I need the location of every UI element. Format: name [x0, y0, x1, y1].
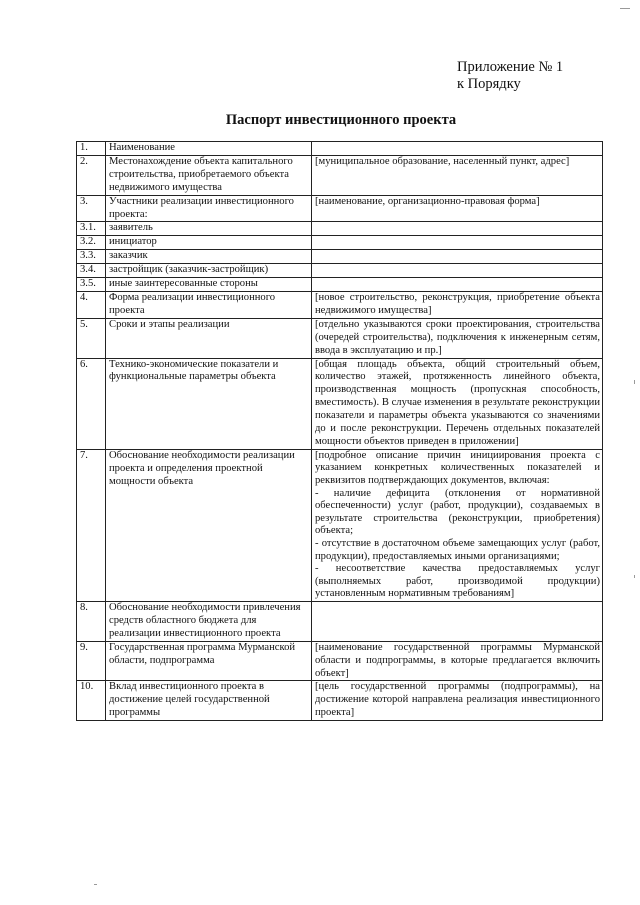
row-name: Наименование: [106, 142, 312, 156]
value-line: - наличие дефицита (отклонения от нормативной обеспеченности) услуг (работ, продукции), создаваемых в результате строительства (реконструкции, приобретения) объекта;: [315, 487, 600, 537]
table-row: [77, 236, 603, 250]
document-title: Паспорт инвестиционного проекта: [225, 112, 457, 128]
appendix-line-1: Приложение № 1: [457, 59, 564, 75]
row-name: заявитель: [106, 222, 312, 236]
row-value: [312, 264, 603, 278]
scan-mark: [620, 8, 630, 9]
row-name: Участники реализации инвестиционного проекта:: [106, 195, 312, 222]
row-name: Местонахождение объекта капитального строительства, приобретаемого объекта недвижимого имущества: [106, 155, 312, 195]
row-name: Технико-экономические показатели и функциональные параметры объекта: [106, 358, 312, 449]
passport-table: [76, 141, 603, 721]
row-number: 4.: [77, 291, 106, 318]
row-name: Вклад инвестиционного проекта в достижение целей государственной программы: [106, 681, 312, 721]
table-row: [77, 222, 603, 236]
row-number: 5.: [77, 318, 106, 358]
row-number: 3.4.: [77, 264, 106, 278]
row-value: [312, 236, 603, 250]
row-value: [312, 601, 603, 641]
row-name: заказчик: [106, 250, 312, 264]
table-row: [77, 250, 603, 264]
row-value: [наименование, организационно-правовая форма]: [312, 195, 603, 222]
table-row: [77, 601, 603, 641]
scan-mark: [634, 575, 635, 578]
table-row: [77, 681, 603, 721]
scan-mark: [634, 380, 635, 384]
value-line: - отсутствие в достаточном объеме замещающих услуг (работ, продукции), предоставляемых иными организациями;: [315, 538, 600, 562]
row-value: [общая площадь объекта, общий строительный объем, количество этажей, протяженность линейного объекта, производственная мощность (пропускная способность, вместимость). В случае изменения в результате реконструкции показатели и параметры объекта указываются со значениями до и после реконструкции. Перечень отдельных показателей мощности объектов приведен в приложении]: [312, 358, 603, 449]
value-line: [подробное описание причин инициирования проекта с указанием конкретных количественных показателей и реквизитов подтверждающих документов, включая:: [315, 449, 600, 487]
row-value: [312, 250, 603, 264]
row-value: [312, 449, 603, 601]
row-name: застройщик (заказчик-застройщик): [106, 264, 312, 278]
table-row: [77, 155, 603, 195]
table-row: [77, 291, 603, 318]
row-name: Сроки и этапы реализации: [106, 318, 312, 358]
row-name: Обоснование необходимости реализации проекта и определения проектной мощности объекта: [106, 449, 312, 601]
row-number: 6.: [77, 358, 106, 449]
table-row: [77, 318, 603, 358]
row-value: [наименование государственной программы Мурманской области и подпрограммы, в которые предлагается включить объект]: [312, 641, 603, 681]
appendix-reference: [457, 59, 563, 93]
row-number: 2.: [77, 155, 106, 195]
row-name: инициатор: [106, 236, 312, 250]
row-number: 10.: [77, 681, 106, 721]
row-number: 3.: [77, 195, 106, 222]
row-value: [цель государственной программы (подпрограммы), на достижение которой направлена реализация инвестиционного проекта]: [312, 681, 603, 721]
row-value: [312, 222, 603, 236]
scan-mark: [94, 884, 97, 885]
table-row: [77, 195, 603, 222]
table-row: [77, 358, 603, 449]
row-name: иные заинтересованные стороны: [106, 278, 312, 292]
row-name: Государственная программа Мурманской области, подпрограмма: [106, 641, 312, 681]
row-value: [новое строительство, реконструкция, приобретение объекта недвижимого имущества]: [312, 291, 603, 318]
table-row: [77, 449, 603, 601]
table-row: [77, 641, 603, 681]
value-line: - несоответствие качества предоставляемых услуг (выполняемых работ, производимой продукции) установленным нормативным требованиям]: [315, 563, 600, 600]
row-number: 3.2.: [77, 236, 106, 250]
row-value: [312, 278, 603, 292]
row-number: 9.: [77, 641, 106, 681]
row-value: [отдельно указываются сроки проектирования, строительства (очередей строительства), подключения к инженерным сетям, ввода в эксплуатацию и пр.]: [312, 318, 603, 358]
table-row: [77, 278, 603, 292]
table-row: [77, 264, 603, 278]
row-number: 7.: [77, 449, 106, 601]
row-name: Обоснование необходимости привлечения средств областного бюджета для реализации инвестиционного проекта: [106, 601, 312, 641]
table-row: [77, 142, 603, 156]
row-number: 3.1.: [77, 222, 106, 236]
row-value: [муниципальное образование, населенный пункт, адрес]: [312, 155, 603, 195]
row-number: 1.: [77, 142, 106, 156]
row-number: 3.3.: [77, 250, 106, 264]
appendix-line-2: к Порядку: [457, 76, 521, 92]
row-value: [312, 142, 603, 156]
row-number: 8.: [77, 601, 106, 641]
row-number: 3.5.: [77, 278, 106, 292]
row-name: Форма реализации инвестиционного проекта: [106, 291, 312, 318]
